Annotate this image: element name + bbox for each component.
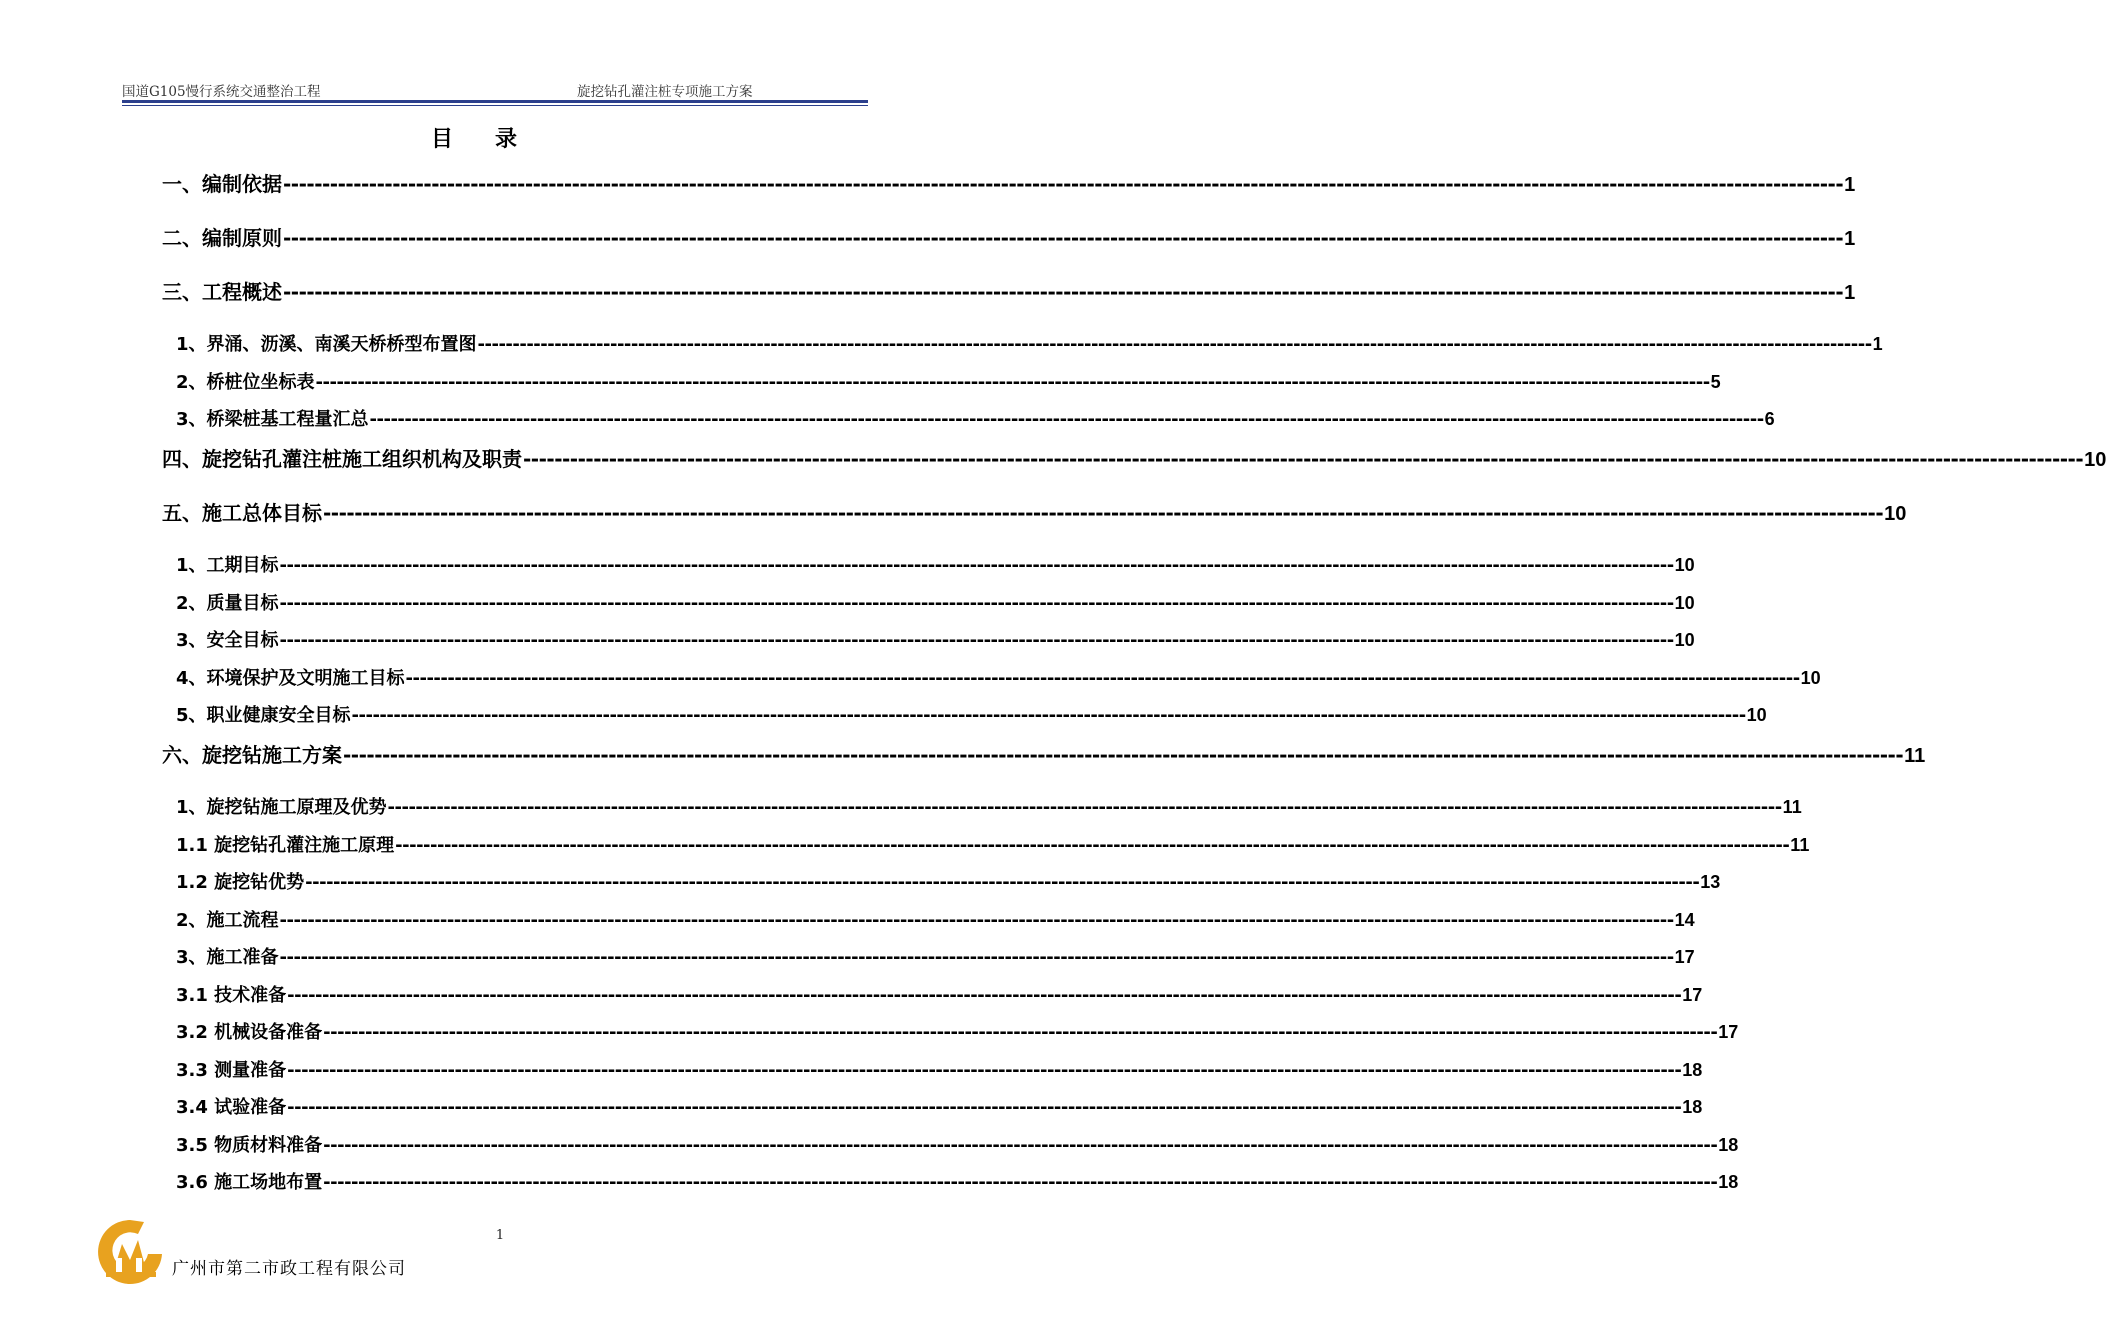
toc-dot-leader: -------------------------------------------------------------------------------------------------------------------------------------------------------------------------------------------------------- <box>395 835 1790 856</box>
toc-entry-label: 3、安全目标 <box>176 630 279 651</box>
toc-entry-label: 3.4 试验准备 <box>176 1097 287 1118</box>
toc-entry-label: 1.1 旋挖钻孔灌注施工原理 <box>176 835 395 856</box>
toc-entry[interactable] <box>176 1131 1739 1157</box>
toc-dot-leader: -------------------------------------------------------------------------------------------------------------------------------------------------------------------------------------------------------- <box>477 334 1872 355</box>
toc-entry-label: 1、旋挖钻施工原理及优势 <box>176 797 387 818</box>
toc-entry-page: 11 <box>1904 745 1926 767</box>
header-document-title: 旋挖钻孔灌注桩专项施工方案 <box>577 84 753 100</box>
toc-entry-page: 1 <box>1844 228 1856 250</box>
toc-entry[interactable] <box>176 943 1695 969</box>
toc-entry-page: 17 <box>1718 1022 1739 1042</box>
toc-entry-page: 1 <box>1872 334 1883 354</box>
toc-entry[interactable] <box>176 1056 1703 1082</box>
toc-entry[interactable] <box>162 276 1856 305</box>
toc-dot-leader: -------------------------------------------------------------------------------------------------------------------------------------------------------------------------------------------------------- <box>287 1097 1682 1118</box>
toc-entry-label: 一、编制依据 <box>162 172 282 196</box>
toc-entry-page: 10 <box>1800 668 1821 688</box>
toc-entry[interactable] <box>176 793 1802 819</box>
toc-entry[interactable] <box>176 330 1883 356</box>
toc-entry[interactable] <box>176 1168 1739 1194</box>
page-header <box>122 80 868 102</box>
toc-entry-page: 10 <box>1746 705 1767 725</box>
toc-entry[interactable] <box>162 168 1856 197</box>
toc-entry-page: 11 <box>1790 835 1810 855</box>
toc-entry[interactable] <box>176 981 1703 1007</box>
toc-dot-leader: -------------------------------------------------------------------------------------------------------------------------------------------------------------------------------------------------------- <box>283 280 1844 304</box>
toc-entry-label: 2、质量目标 <box>176 593 279 614</box>
toc-entry-page: 18 <box>1718 1135 1739 1155</box>
toc-entry-page: 14 <box>1674 910 1695 930</box>
toc-entry-page: 18 <box>1682 1060 1703 1080</box>
toc-entry[interactable] <box>176 589 1695 615</box>
toc-entry-page: 10 <box>1884 503 1907 525</box>
toc-dot-leader: -------------------------------------------------------------------------------------------------------------------------------------------------------------------------------------------------------- <box>323 1022 1718 1043</box>
toc-entry-label: 三、工程概述 <box>162 280 282 304</box>
toc-dot-leader: -------------------------------------------------------------------------------------------------------------------------------------------------------------------------------------------------------- <box>315 372 1710 393</box>
header-project-title: 国道G105慢行系统交通整治工程 <box>122 84 321 100</box>
toc-entry-label: 3.3 测量准备 <box>176 1060 287 1081</box>
toc-dot-leader: -------------------------------------------------------------------------------------------------------------------------------------------------------------------------------------------------------- <box>405 668 1800 689</box>
toc-entry-label: 二、编制原则 <box>162 226 282 250</box>
toc-entry-label: 五、施工总体目标 <box>162 501 322 525</box>
toc-entry-page: 1 <box>1844 174 1856 196</box>
toc-entry[interactable] <box>176 868 1721 894</box>
toc-title-char: 目 <box>430 126 455 152</box>
toc-title-char: 录 <box>495 126 520 152</box>
toc-entry-page: 17 <box>1674 947 1695 967</box>
toc-entry[interactable] <box>162 739 1926 768</box>
toc-dot-leader: -------------------------------------------------------------------------------------------------------------------------------------------------------------------------------------------------------- <box>279 910 1674 931</box>
toc-entry-page: 10 <box>1674 555 1695 575</box>
toc-dot-leader: -------------------------------------------------------------------------------------------------------------------------------------------------------------------------------------------------------- <box>323 1172 1718 1193</box>
toc-entry[interactable] <box>162 222 1856 251</box>
toc-entry[interactable] <box>176 1093 1703 1119</box>
toc-entry-label: 2、施工流程 <box>176 910 279 931</box>
toc-entry[interactable] <box>176 664 1821 690</box>
toc-entry[interactable] <box>176 626 1695 652</box>
header-rule-thin <box>122 105 868 106</box>
toc-entry[interactable] <box>176 831 1810 857</box>
toc-dot-leader: -------------------------------------------------------------------------------------------------------------------------------------------------------------------------------------------------------- <box>279 947 1674 968</box>
toc-entry-page: 10 <box>1674 630 1695 650</box>
toc-entry-page: 18 <box>1682 1097 1703 1117</box>
toc-entry-page: 1 <box>1844 282 1856 304</box>
toc-entry-label: 1.2 旋挖钻优势 <box>176 872 305 893</box>
toc-dot-leader: -------------------------------------------------------------------------------------------------------------------------------------------------------------------------------------------------------- <box>279 630 1674 651</box>
toc-entry[interactable] <box>176 368 1721 394</box>
toc-entry-label: 3、施工准备 <box>176 947 279 968</box>
page-number: 1 <box>495 1228 505 1243</box>
toc-entry-label: 3.5 物质材料准备 <box>176 1135 323 1156</box>
toc-entry-label: 2、桥桩位坐标表 <box>176 372 315 393</box>
toc-entry-page: 10 <box>1674 593 1695 613</box>
toc-entry-label: 3、桥梁桩基工程量汇总 <box>176 409 369 430</box>
toc-entry-page: 6 <box>1764 409 1775 429</box>
toc-entry-page: 5 <box>1710 372 1721 392</box>
toc-entry[interactable] <box>176 906 1695 932</box>
toc-dot-leader: -------------------------------------------------------------------------------------------------------------------------------------------------------------------------------------------------------- <box>387 797 1782 818</box>
toc-entry-label: 四、旋挖钻孔灌注桩施工组织机构及职责 <box>162 447 522 471</box>
toc-entry-label: 3.2 机械设备准备 <box>176 1022 323 1043</box>
toc-entry[interactable] <box>162 443 2106 472</box>
toc-entry-page: 17 <box>1682 985 1703 1005</box>
toc-entry-page: 10 <box>2084 449 2106 471</box>
toc-title <box>0 122 950 153</box>
toc-dot-leader: -------------------------------------------------------------------------------------------------------------------------------------------------------------------------------------------------------- <box>287 1060 1682 1081</box>
toc-entry-label: 4、环境保护及文明施工目标 <box>176 668 405 689</box>
toc-dot-leader: -------------------------------------------------------------------------------------------------------------------------------------------------------------------------------------------------------- <box>343 743 1904 767</box>
header-rule-thick <box>122 100 868 103</box>
toc-dot-leader: -------------------------------------------------------------------------------------------------------------------------------------------------------------------------------------------------------- <box>523 447 2084 471</box>
toc-entry-label: 3.1 技术准备 <box>176 985 287 1006</box>
toc-dot-leader: -------------------------------------------------------------------------------------------------------------------------------------------------------------------------------------------------------- <box>369 409 1764 430</box>
toc-entry-page: 18 <box>1718 1172 1739 1192</box>
company-logo-icon <box>92 1214 168 1290</box>
toc-entry-page: 13 <box>1700 872 1721 892</box>
toc-dot-leader: -------------------------------------------------------------------------------------------------------------------------------------------------------------------------------------------------------- <box>287 985 1682 1006</box>
toc-dot-leader: -------------------------------------------------------------------------------------------------------------------------------------------------------------------------------------------------------- <box>351 705 1746 726</box>
company-name: 广州市第二市政工程有限公司 <box>172 1259 406 1279</box>
toc-entry[interactable] <box>176 1018 1739 1044</box>
toc-dot-leader: -------------------------------------------------------------------------------------------------------------------------------------------------------------------------------------------------------- <box>323 1135 1718 1156</box>
toc-dot-leader: -------------------------------------------------------------------------------------------------------------------------------------------------------------------------------------------------------- <box>279 555 1674 576</box>
toc-dot-leader: -------------------------------------------------------------------------------------------------------------------------------------------------------------------------------------------------------- <box>305 872 1700 893</box>
toc-entry-label: 1、工期目标 <box>176 555 279 576</box>
toc-entry-label: 1、界涌、沥溪、南溪天桥桥型布置图 <box>176 334 477 355</box>
toc-dot-leader: -------------------------------------------------------------------------------------------------------------------------------------------------------------------------------------------------------- <box>279 593 1674 614</box>
toc-entry[interactable] <box>176 551 1695 577</box>
toc-entry-label: 六、旋挖钻施工方案 <box>162 743 342 767</box>
toc-entry-page: 11 <box>1782 797 1802 817</box>
toc-entry[interactable] <box>162 497 1907 526</box>
toc-dot-leader: -------------------------------------------------------------------------------------------------------------------------------------------------------------------------------------------------------- <box>283 172 1844 196</box>
toc-dot-leader: -------------------------------------------------------------------------------------------------------------------------------------------------------------------------------------------------------- <box>323 501 1884 525</box>
toc-entry-label: 3.6 施工场地布置 <box>176 1172 323 1193</box>
toc-entry[interactable] <box>176 405 1775 431</box>
toc-entry-label: 5、职业健康安全目标 <box>176 705 351 726</box>
toc-dot-leader: -------------------------------------------------------------------------------------------------------------------------------------------------------------------------------------------------------- <box>283 226 1844 250</box>
toc-entry[interactable] <box>176 701 1767 727</box>
